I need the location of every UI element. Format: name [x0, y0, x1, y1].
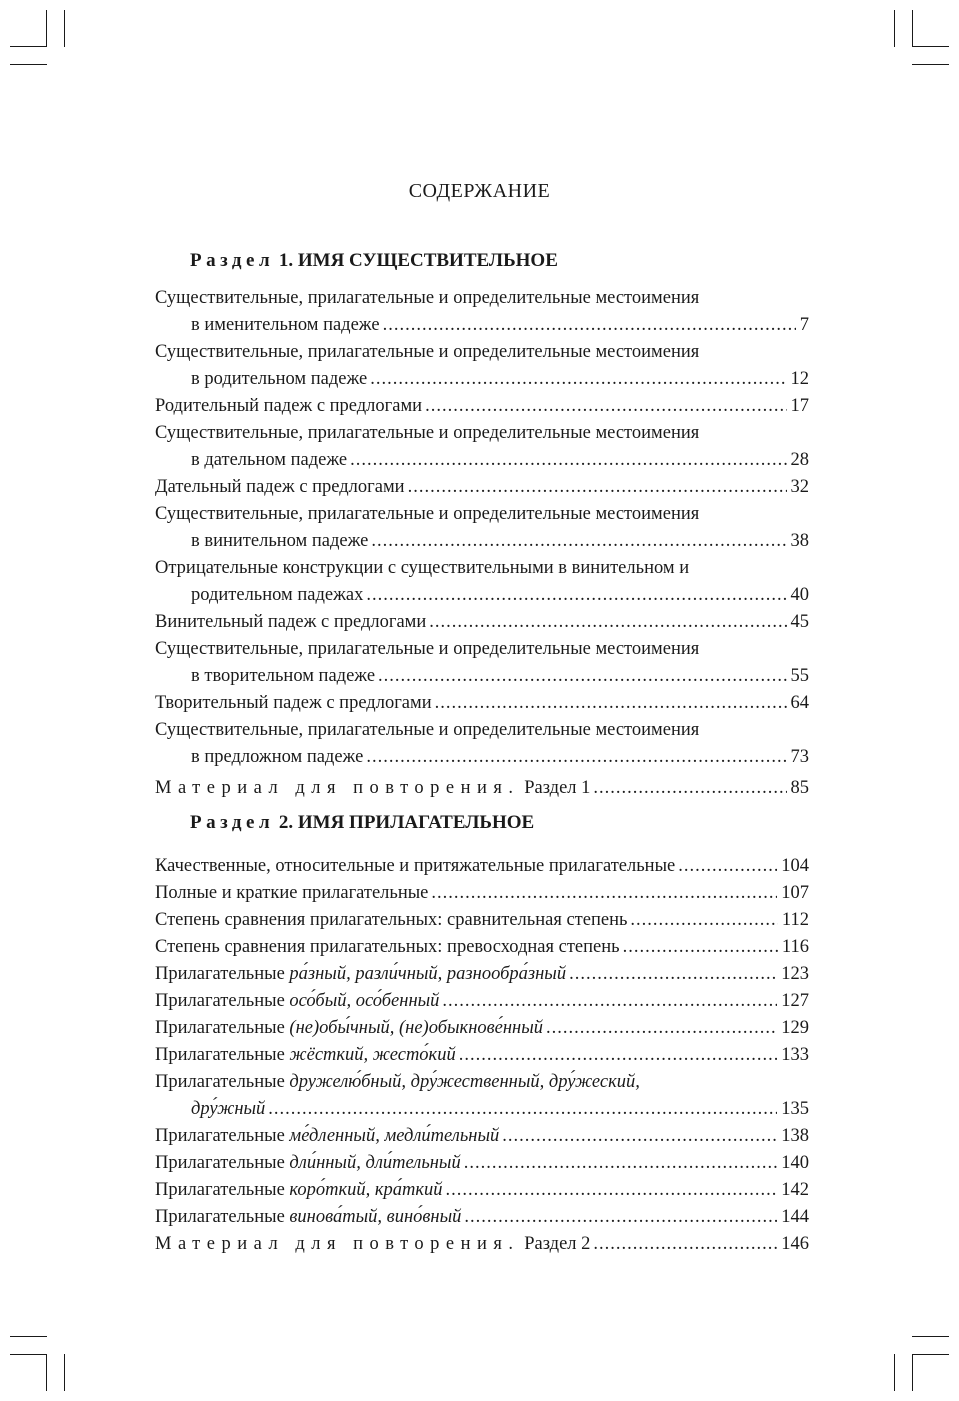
toc-entry-text: Существительные, прилагательные и определительные местоимения	[155, 423, 700, 443]
toc-entry-text: Дательный падеж с предлогами	[155, 477, 405, 497]
toc-entry-text: Существительные, прилагательные и определительные местоимения	[155, 720, 700, 740]
review-label: Материал для повторения.	[155, 778, 520, 798]
toc-entry	[155, 717, 809, 771]
toc-entry-text: Прилагательные	[155, 1153, 285, 1173]
toc-entry	[155, 285, 809, 339]
toc-entry-line	[155, 474, 809, 501]
toc-entry-text-wrap	[155, 393, 422, 420]
toc-entry-text-wrap	[191, 312, 380, 339]
dot-leader	[569, 961, 777, 988]
dot-leader	[366, 744, 786, 771]
toc-entry-text: Существительные, прилагательные и определительные местоимения	[155, 639, 700, 659]
dot-leader	[435, 690, 787, 717]
review-text: Раздел 1	[524, 778, 591, 798]
toc-entry-first-line	[155, 339, 809, 366]
toc-entry-text-wrap	[155, 1015, 543, 1042]
toc-entry-text-wrap	[155, 961, 566, 988]
toc-entry	[155, 1150, 809, 1177]
toc-entry	[155, 1123, 809, 1150]
dot-leader	[502, 1123, 777, 1150]
toc-entry	[155, 636, 809, 690]
toc-entry-text-wrap	[155, 1042, 456, 1069]
page-number: 17	[790, 396, 809, 416]
toc-entry-text-wrap	[155, 988, 439, 1015]
dot-leader	[425, 393, 786, 420]
dot-leader	[630, 907, 778, 934]
toc-entry-line	[155, 1177, 809, 1204]
toc-entry-italic: осо́бый, осо́бенный	[289, 991, 440, 1011]
toc-entry-text: Прилагательные	[155, 964, 285, 984]
toc-entry-first-line	[155, 1069, 809, 1096]
toc-entry-text: Существительные, прилагательные и определительные местоимения	[155, 342, 700, 362]
toc-entry-first-line	[155, 636, 809, 663]
page-number: 142	[781, 1180, 809, 1200]
page-number: 45	[790, 612, 809, 632]
page-number: 129	[781, 1018, 809, 1038]
dot-leader	[408, 474, 787, 501]
page-number: 138	[781, 1126, 809, 1146]
toc-entry-first-line	[155, 420, 809, 447]
toc-entry	[155, 555, 809, 609]
toc-entry-text-wrap	[191, 744, 363, 771]
toc-entry-line	[155, 961, 809, 988]
toc-entry-italic: дли́нный, дли́тельный	[289, 1153, 461, 1173]
page-number: 40	[790, 585, 809, 605]
toc-entry-line	[155, 528, 809, 555]
toc-entry-italic: (не)обы́чный, (не)обыкнове́нный	[289, 1018, 543, 1038]
toc-entry	[155, 474, 809, 501]
toc-entry-text-wrap	[155, 690, 432, 717]
page-number: 85	[790, 778, 809, 798]
toc-entry-text: Прилагательные	[155, 1072, 285, 1092]
toc-entry-text: Качественные, относительные и притяжательные прилагательные	[155, 856, 676, 876]
dot-leader	[378, 663, 786, 690]
dot-leader	[446, 1177, 778, 1204]
toc-entry-text-wrap	[155, 934, 620, 961]
toc-entry-line	[155, 880, 809, 907]
toc-entry-text: Отрицательные конструкции с существительными в винительном и	[155, 558, 690, 578]
toc-entry-text: в именительном падеже	[191, 315, 380, 335]
toc-entry-line	[155, 582, 809, 609]
dot-leader	[459, 1042, 778, 1069]
toc-entry-line	[155, 1150, 809, 1177]
toc-entry-line	[155, 312, 809, 339]
toc-entry	[155, 420, 809, 474]
toc-entry-italic: жёсткий, жесто́кий	[289, 1045, 456, 1065]
toc-entry	[155, 339, 809, 393]
toc-entry-text: Творительный падеж с предлогами	[155, 693, 432, 713]
toc-review-entry	[155, 1231, 809, 1258]
page-number: 55	[790, 666, 809, 686]
toc-entry	[155, 907, 809, 934]
dot-leader	[383, 312, 796, 339]
page-number: 116	[781, 937, 809, 957]
toc-entry	[155, 393, 809, 420]
toc-entry-italic: ра́зный, разли́чный, разнообра́зный	[289, 964, 567, 984]
dot-leader	[442, 988, 777, 1015]
toc-entry-text: Родительный падеж с предлогами	[155, 396, 423, 416]
toc-entry-text-wrap	[155, 880, 428, 907]
toc-entry-text-wrap	[155, 1150, 461, 1177]
toc-entry-text: Прилагательные	[155, 1045, 285, 1065]
toc-section-2	[155, 853, 809, 1258]
dot-leader	[593, 775, 786, 802]
toc-entry-text-wrap	[155, 1177, 443, 1204]
toc-entry-italic: коро́ткий, кра́ткий	[289, 1180, 443, 1200]
toc-entry-first-line	[155, 555, 809, 582]
review-text: Раздел 2	[524, 1234, 591, 1254]
toc-entry	[155, 853, 809, 880]
toc-entry	[155, 1042, 809, 1069]
toc-section-1	[155, 285, 809, 802]
dot-leader	[366, 582, 786, 609]
page-number: 140	[781, 1153, 809, 1173]
toc-entry-text-wrap	[155, 775, 590, 802]
toc-entry-text: в предложном падеже	[191, 747, 364, 767]
toc-entry-text: Винительный падеж с предлогами	[155, 612, 427, 632]
page-title: СОДЕРЖАНИЕ	[408, 180, 551, 202]
toc-entry	[155, 934, 809, 961]
toc-entry-text: в творительном падеже	[191, 666, 376, 686]
toc-entry-line	[155, 1204, 809, 1231]
toc-entry	[155, 690, 809, 717]
toc-entry-first-line	[155, 717, 809, 744]
toc-entry-text: в дательном падеже	[191, 450, 348, 470]
toc-entry-line	[155, 775, 809, 802]
toc-entry-text-wrap	[155, 1204, 461, 1231]
toc-entry-line	[155, 988, 809, 1015]
page-number: 133	[781, 1045, 809, 1065]
toc-entry-text-wrap	[191, 663, 375, 690]
toc-entry	[155, 609, 809, 636]
review-label: Материал для повторения.	[155, 1234, 520, 1254]
dot-leader	[431, 880, 777, 907]
page-number: 73	[790, 747, 809, 767]
toc-entry-text-wrap	[155, 853, 675, 880]
toc-entry-italic: винова́тый, вино́вный	[289, 1207, 462, 1227]
toc-entry	[155, 1069, 809, 1123]
toc-entry-text: Степень сравнения прилагательных: превосходная степень	[155, 937, 620, 957]
toc-entry-line	[155, 1096, 809, 1123]
toc-entry-text-wrap	[155, 609, 426, 636]
toc-entry-text-wrap	[191, 528, 368, 555]
section-heading-2: Раздел 2. ИМЯ ПРИЛАГАТЕЛЬНОЕ	[190, 812, 535, 833]
toc-entry-line	[155, 1123, 809, 1150]
page-number: 7	[799, 315, 809, 335]
toc-entry-line	[155, 609, 809, 636]
toc-entry-text: Существительные, прилагательные и определительные местоимения	[155, 504, 700, 524]
toc-entry-text: в родительном падеже	[191, 369, 368, 389]
toc-entry-line	[155, 366, 809, 393]
page-number: 127	[781, 991, 809, 1011]
toc-entry-text-wrap	[155, 907, 627, 934]
toc-entry	[155, 880, 809, 907]
toc-entry	[155, 961, 809, 988]
toc-entry-text: Полные и краткие прилагательные	[155, 883, 429, 903]
toc-entry-text-wrap	[191, 447, 347, 474]
toc-entry-line	[155, 447, 809, 474]
toc-entry-text-wrap	[191, 1096, 265, 1123]
page-number: 28	[790, 450, 809, 470]
toc-entry-text: родительном падежах	[191, 585, 364, 605]
page-number: 12	[790, 369, 809, 389]
page-number: 135	[781, 1099, 809, 1119]
page-number: 112	[781, 910, 809, 930]
toc-entry-text-wrap	[155, 1123, 499, 1150]
toc-entry-text: Степень сравнения прилагательных: сравнительная степень	[155, 910, 628, 930]
toc-entry-text: Прилагательные	[155, 1018, 285, 1038]
toc-entry-text: Прилагательные	[155, 1180, 285, 1200]
dot-leader	[370, 366, 786, 393]
toc-entry	[155, 1015, 809, 1042]
toc-entry-line	[155, 690, 809, 717]
toc-entry-line	[155, 744, 809, 771]
page-number: 104	[781, 856, 809, 876]
dot-leader	[464, 1204, 777, 1231]
toc-entry-text: Существительные, прилагательные и определительные местоимения	[155, 288, 700, 308]
toc-entry-italic: дру́жный	[191, 1099, 266, 1119]
page-number: 123	[781, 964, 809, 984]
toc-entry-line	[155, 1231, 809, 1258]
page-number: 107	[781, 883, 809, 903]
page-number: 38	[790, 531, 809, 551]
page-number: 144	[781, 1207, 809, 1227]
dot-leader	[268, 1096, 777, 1123]
toc-entry	[155, 1204, 809, 1231]
dot-leader	[429, 609, 786, 636]
toc-entry-text-wrap	[155, 1231, 590, 1258]
toc-entry-text: Прилагательные	[155, 1126, 285, 1146]
toc-entry-first-line	[155, 501, 809, 528]
dot-leader	[678, 853, 777, 880]
toc-entry	[155, 1177, 809, 1204]
toc-entry-line	[155, 663, 809, 690]
toc-entry-text-wrap	[191, 366, 367, 393]
toc-entry	[155, 988, 809, 1015]
section-heading-1: Раздел 1. ИМЯ СУЩЕСТВИТЕЛЬНОЕ	[190, 250, 558, 271]
dot-leader	[623, 934, 778, 961]
page-number: 32	[790, 477, 809, 497]
page-number: 64	[790, 693, 809, 713]
toc-review-entry	[155, 775, 809, 802]
toc-entry-line	[155, 393, 809, 420]
toc-entry-text-wrap	[155, 474, 405, 501]
toc-entry	[155, 501, 809, 555]
toc-entry-line	[155, 934, 809, 961]
toc-entry-first-line	[155, 285, 809, 312]
toc-entry-line	[155, 853, 809, 880]
dot-leader	[546, 1015, 777, 1042]
dot-leader	[593, 1231, 777, 1258]
dot-leader	[464, 1150, 778, 1177]
toc-entry-text: Прилагательные	[155, 991, 285, 1011]
dot-leader	[350, 447, 786, 474]
toc-entry-text: Прилагательные	[155, 1207, 285, 1227]
toc-entry-italic: ме́дленный, медли́тельный	[289, 1126, 500, 1146]
toc-entry-text: в винительном падеже	[191, 531, 369, 551]
page-number: 146	[781, 1234, 809, 1254]
toc-entry-line	[155, 1042, 809, 1069]
toc-entry-italic: дружелю́бный, дру́жественный, дру́жеский,	[289, 1072, 640, 1092]
toc-entry-line	[155, 1015, 809, 1042]
toc-entry-line	[155, 907, 809, 934]
toc-entry-text-wrap	[191, 582, 363, 609]
dot-leader	[371, 528, 786, 555]
